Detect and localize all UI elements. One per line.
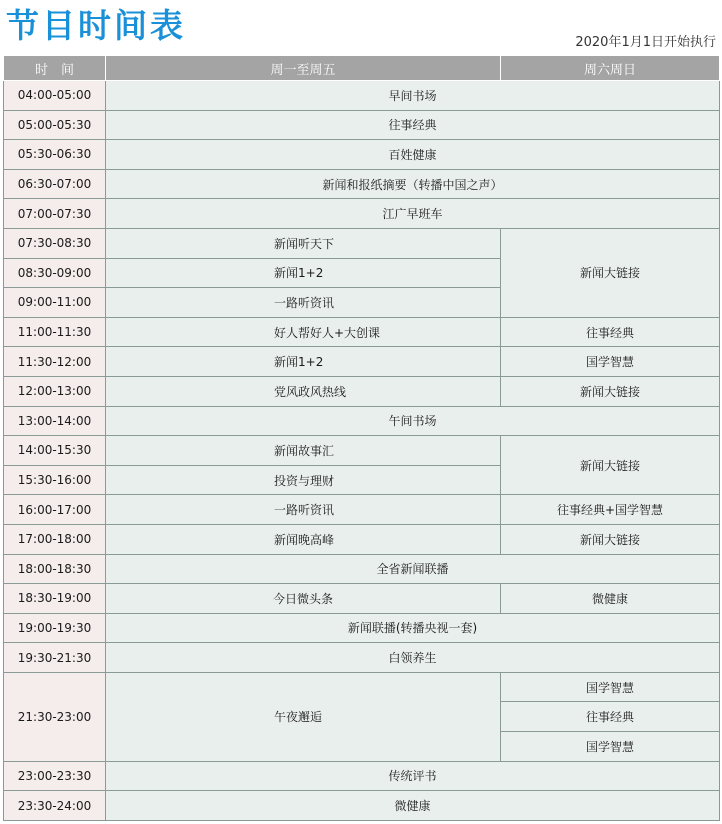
table-row bbox=[4, 791, 720, 821]
table-row bbox=[4, 524, 720, 554]
table-row bbox=[4, 376, 720, 406]
table-row bbox=[4, 169, 720, 199]
time-cell: 23:30-24:00 bbox=[4, 791, 106, 821]
time-cell: 13:00-14:00 bbox=[4, 406, 106, 436]
time-cell: 15:30-16:00 bbox=[4, 465, 106, 495]
time-cell: 11:30-12:00 bbox=[4, 347, 106, 377]
program-cell: 百姓健康 bbox=[106, 140, 720, 170]
schedule-table bbox=[3, 55, 720, 821]
program-cell: 新闻联播(转播央视一套) bbox=[106, 613, 720, 643]
time-cell: 09:00-11:00 bbox=[4, 288, 106, 318]
table-row bbox=[4, 613, 720, 643]
time-cell: 07:30-08:30 bbox=[4, 228, 106, 258]
program-cell: 午间书场 bbox=[106, 406, 720, 436]
weekend-program-cell: 微健康 bbox=[501, 584, 720, 614]
table-row bbox=[4, 672, 720, 702]
program-cell: 往事经典 bbox=[106, 110, 720, 140]
weekday-program-cell: 新闻故事汇 bbox=[106, 436, 501, 466]
weekday-program-cell: 一路听资讯 bbox=[106, 288, 501, 318]
program-cell: 全省新闻联播 bbox=[106, 554, 720, 584]
program-cell: 白领养生 bbox=[106, 643, 720, 673]
table-row bbox=[4, 436, 720, 466]
weekday-program-cell: 午夜邂逅 bbox=[106, 672, 501, 761]
table-row bbox=[4, 110, 720, 140]
time-cell: 18:00-18:30 bbox=[4, 554, 106, 584]
time-cell: 08:30-09:00 bbox=[4, 258, 106, 288]
time-cell: 07:00-07:30 bbox=[4, 199, 106, 229]
time-cell: 14:00-15:30 bbox=[4, 436, 106, 466]
time-cell: 11:00-11:30 bbox=[4, 317, 106, 347]
weekday-program-cell: 投资与理财 bbox=[106, 465, 501, 495]
program-cell: 传统评书 bbox=[106, 761, 720, 791]
weekend-program-cell: 新闻大链接 bbox=[501, 376, 720, 406]
weekend-program-cell: 新闻大链接 bbox=[501, 228, 720, 317]
weekday-program-cell: 新闻1+2 bbox=[106, 347, 501, 377]
time-cell: 16:00-17:00 bbox=[4, 495, 106, 525]
weekend-program-cell: 国学智慧 bbox=[501, 672, 720, 702]
weekday-program-cell: 今日微头条 bbox=[106, 584, 501, 614]
weekend-program-cell: 往事经典+国学智慧 bbox=[501, 495, 720, 525]
weekend-program-cell: 往事经典 bbox=[501, 317, 720, 347]
time-cell: 23:00-23:30 bbox=[4, 761, 106, 791]
time-cell: 12:00-13:00 bbox=[4, 376, 106, 406]
weekend-program-cell: 新闻大链接 bbox=[501, 524, 720, 554]
time-cell: 19:00-19:30 bbox=[4, 613, 106, 643]
program-cell: 微健康 bbox=[106, 791, 720, 821]
table-row bbox=[4, 81, 720, 111]
table-row bbox=[4, 199, 720, 229]
page-title: 节目时间表 bbox=[6, 6, 186, 45]
table-row bbox=[4, 406, 720, 436]
table-row bbox=[4, 584, 720, 614]
weekend-program-cell: 国学智慧 bbox=[501, 347, 720, 377]
program-cell: 早间书场 bbox=[106, 81, 720, 111]
table-row bbox=[4, 228, 720, 258]
weekday-program-cell: 好人帮好人+大创课 bbox=[106, 317, 501, 347]
table-row bbox=[4, 643, 720, 673]
time-cell: 06:30-07:00 bbox=[4, 169, 106, 199]
table-row bbox=[4, 317, 720, 347]
time-cell: 21:30-23:00 bbox=[4, 672, 106, 761]
header-time: 时 间 bbox=[4, 56, 106, 81]
time-cell: 17:00-18:00 bbox=[4, 524, 106, 554]
weekday-program-cell: 一路听资讯 bbox=[106, 495, 501, 525]
program-cell: 新闻和报纸摘要（转播中国之声） bbox=[106, 169, 720, 199]
table-row bbox=[4, 347, 720, 377]
time-cell: 05:00-05:30 bbox=[4, 110, 106, 140]
weekday-program-cell: 新闻听天下 bbox=[106, 228, 501, 258]
weekend-program-cell: 国学智慧 bbox=[501, 732, 720, 762]
header-weekend: 周六周日 bbox=[501, 56, 720, 81]
weekday-program-cell: 新闻1+2 bbox=[106, 258, 501, 288]
program-cell: 江广早班车 bbox=[106, 199, 720, 229]
time-cell: 19:30-21:30 bbox=[4, 643, 106, 673]
time-cell: 18:30-19:00 bbox=[4, 584, 106, 614]
table-row bbox=[4, 495, 720, 525]
header-row bbox=[4, 56, 720, 81]
weekday-program-cell: 新闻晚高峰 bbox=[106, 524, 501, 554]
weekend-program-cell: 往事经典 bbox=[501, 702, 720, 732]
weekend-program-cell: 新闻大链接 bbox=[501, 436, 720, 495]
table-row bbox=[4, 761, 720, 791]
effective-date: 2020年1月1日开始执行 bbox=[575, 35, 716, 50]
table-row bbox=[4, 140, 720, 170]
weekday-program-cell: 党风政风热线 bbox=[106, 376, 501, 406]
header-weekday: 周一至周五 bbox=[106, 56, 501, 81]
time-cell: 04:00-05:00 bbox=[4, 81, 106, 111]
table-row bbox=[4, 554, 720, 584]
time-cell: 05:30-06:30 bbox=[4, 140, 106, 170]
